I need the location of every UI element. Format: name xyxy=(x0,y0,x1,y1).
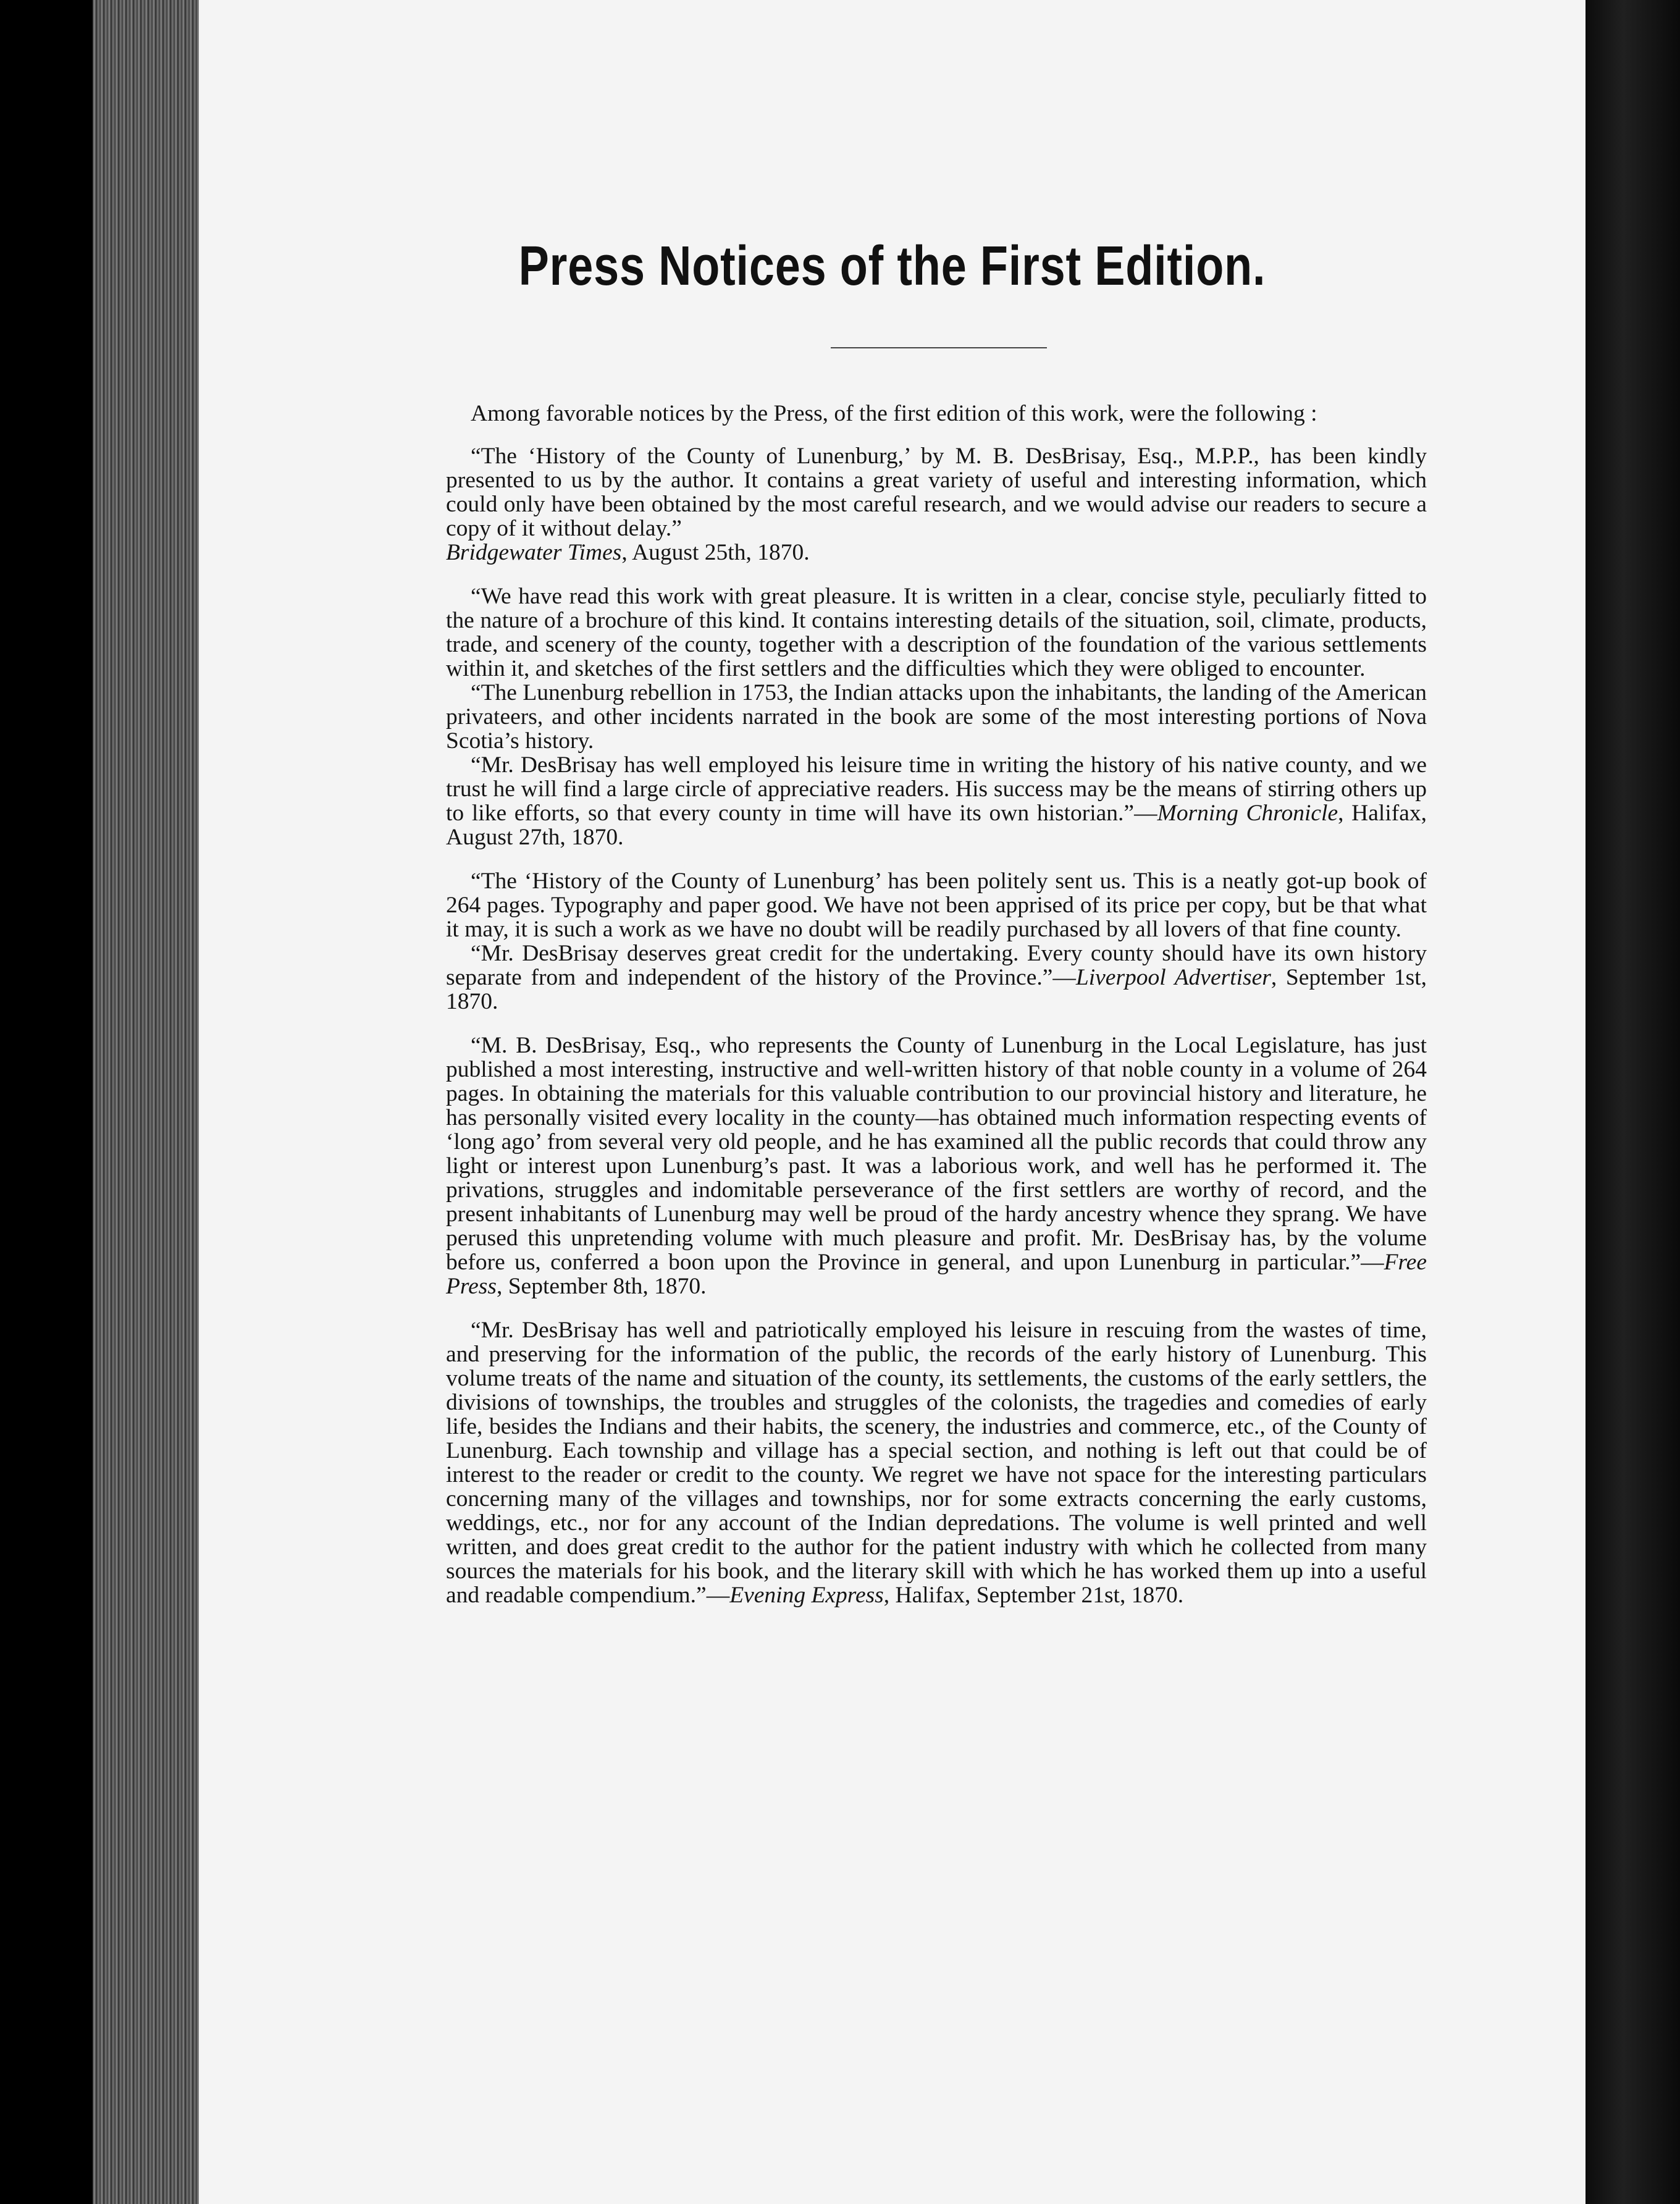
book-page-edges xyxy=(93,0,204,2204)
page-title: Press Notices of the First Edition. xyxy=(518,235,1266,297)
notice-paragraph: “The ‘History of the County of Lunenburg’ has been politely sent us. This is a neatly got-up book of 264 pages. Typography and paper good. We have not been apprised of its price per copy, but be that what it may, it is such a work as we have no doubt will be readily purchased by all lovers of that fine county. xyxy=(446,869,1427,942)
notice-date: , September 8th, 1870. xyxy=(496,1274,707,1299)
notice-paragraph: “We have read this work with great pleasure. It is written in a clear, concise style, peculiarly fitted to the nature of a brochure of this kind. It contains interesting details of the situation, soil, climate, products, trade, and scenery of the county, together with a description of the foundation of the various settlements within it, and sketches of the first settlers and the difficulties which they were obliged to encounter. xyxy=(446,584,1427,681)
notice-source: Bridgewater Times xyxy=(446,540,622,565)
notice-paragraph: “Mr. DesBrisay has well and patriotically employed his leisure in rescuing from the wastes of time, and preserving for the information of the public, the records of the early history of Lunenburg. This volume treats of the name and situation of the county, its settlements, the customs of the early settlers, the divisions of townships, the troubles and struggles of the colonists, the tragedies and comedies of early life, besides the Indians and their habits, the scenery, the industries and commerce, etc., of the County of Lunenburg. Each township and village has a special section, and nothing is left out that could be of interest to the reader or credit to the county. We regret we have not space for the interesting particulars concerning many of the villages and townships, nor for some extracts concerning the early customs, weddings, etc., nor for any account of the Indian depredations. The volume is well printed and well written, and does great credit to the author for the patient industry with which he collected from many sources the materials for his book, and the literary skill with which he has worked them up into a useful and readable compendium.”—Evening Express, Halifax, September 21st, 1870. xyxy=(446,1318,1427,1608)
notice-liverpool-advertiser xyxy=(446,869,1427,1014)
notice-free-press xyxy=(446,1033,1427,1298)
notice-source: Morning Chronicle xyxy=(1157,801,1338,826)
notice-paragraph: “The Lunenburg rebellion in 1753, the Indian attacks upon the inhabitants, the landing of the American privateers, and other incidents narrated in the book are some of the most interesting portions of Nova Scotia’s history. xyxy=(446,680,1427,754)
notice-date: , August 25th, 1870. xyxy=(621,540,810,565)
notice-source: Free Press xyxy=(446,1250,1427,1299)
notice-source: Evening Express xyxy=(729,1583,884,1608)
notice-paragraph: “The ‘History of the County of Lunenburg,’ by M. B. DesBrisay, Esq., M.P.P., has been kindly presented to us by the author. It contains a great variety of useful and interesting information, which could only have been obtained by the most careful research, and we would advise our readers to secure a copy of it without delay.” Bridgewater Times, August 25th, 1870. xyxy=(446,444,1427,565)
intro-paragraph: Among favorable notices by the Press, of the first edition of this work, were the following : xyxy=(471,401,1317,426)
notice-bridgewater-times xyxy=(446,444,1427,565)
notice-source: Liverpool Advertiser xyxy=(1075,965,1271,990)
press-notices-body xyxy=(446,402,1427,1607)
notice-paragraph: “M. B. DesBrisay, Esq., who represents the County of Lunenburg in the Local Legislature, has just published a most interesting, instructive and well-written history of that noble county in a volume of 264 pages. In obtaining the materials for this valuable contribution to our provincial history and literature, he has personally visited every locality in the county—has obtained much information respecting events of ‘long ago’ from several very old people, and he has examined all the public records that could throw any light or interest upon Lunenburg’s past. It was a laborious work, and well has he performed it. The privations, struggles and indomitable perseverance of the first settlers are worthy of record, and the present inhabitants of Lunenburg may well be proud of the hardy ancestry whence they sprang. We have perused this unpretending volume with much pleasure and profit. Mr. DesBrisay has, by the volume before us, conferred a boon upon the Province in general, and upon Lunenburg in particular.”—Free Press, September 8th, 1870. xyxy=(446,1033,1427,1299)
title-divider xyxy=(831,347,1047,348)
notice-date: , Halifax, August 27th, 1870. xyxy=(446,801,1427,850)
notice-paragraph: “Mr. DesBrisay has well employed his leisure time in writing the history of his native county, and we trust he will find a large circle of appreciative readers. His success may be the means of stirring others up to like efforts, so that every county in time will have its own historian.”—Morning Chronicle, Halifax, August 27th, 1870. xyxy=(446,752,1427,850)
notice-date: , September 1st, 1870. xyxy=(446,965,1427,1014)
notice-morning-chronicle xyxy=(446,584,1427,849)
notice-date: , Halifax, September 21st, 1870. xyxy=(883,1583,1184,1608)
notice-paragraph: “Mr. DesBrisay deserves great credit for the undertaking. Every county should have its own history separate from and independent of the history of the Province.”—Liverpool Advertiser, September 1st, 1870. xyxy=(446,941,1427,1014)
facing-page-edge xyxy=(1586,0,1680,2204)
notice-evening-express xyxy=(446,1318,1427,1607)
